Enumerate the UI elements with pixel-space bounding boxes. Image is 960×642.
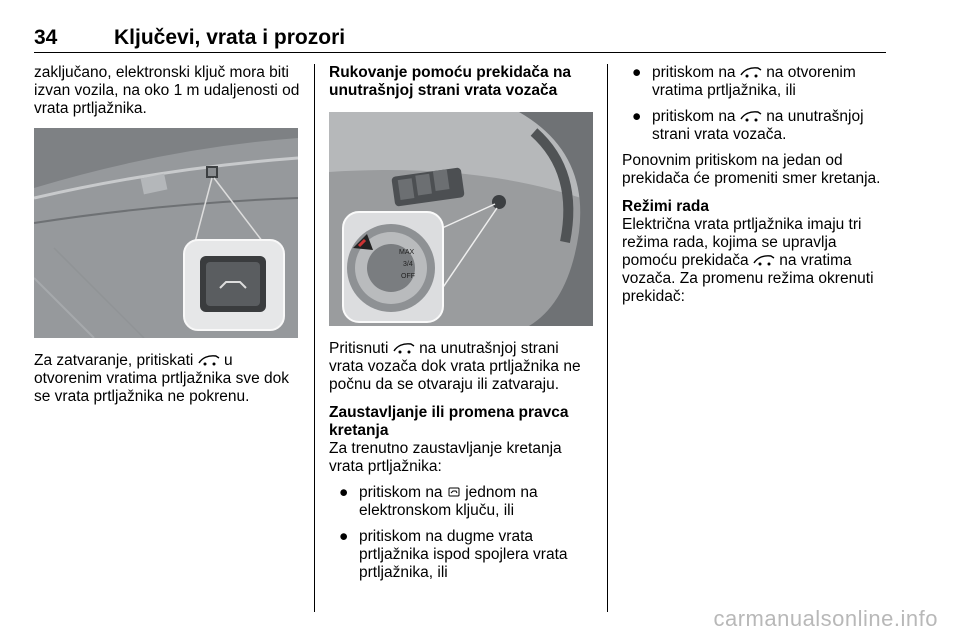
page-number: 34 [34,26,58,49]
closing-text-before: Za zatvaranje, pritiskati [34,352,194,369]
driver-door-switch-illustration [329,112,593,326]
column-divider [314,64,315,612]
bullet-icon: ● [339,484,349,501]
bullet-icon: ● [632,64,642,81]
bullet-icon: ● [339,528,349,545]
bullet-text-after: na otvorenim vratima prtljažnika, ili [652,64,856,99]
bullet-text-before: pritiskom na [652,64,736,81]
press-text-after: na unutrašnjoj strani vrata vozača dok vrata prtljažnika ne počnu da se otvaraju ili zatvaraju. [329,340,581,393]
bullet-text-before: pritiskom na [652,108,736,125]
paragraph-stop-intro: Za trenutno zaustavljanje kretanja vrata prtljažnika: [329,440,562,475]
switch-label-three-quarter: 3/4 [403,261,413,268]
tailgate-open-icon [393,342,415,354]
paragraph-intro: zaključano, elektronski ključ mora biti izvan vozila, na oko 1 m udaljenosti od vrata prtljažnika. [34,64,300,117]
column-middle [329,64,593,590]
paragraph-reverse: Ponovnim pritiskom na jedan od prekidača će promeniti smer kretanja. [622,152,881,187]
list-item [329,528,593,582]
modes-text-before: Električna vrata prtljažnika imaju tri režima rada, kojima se upravlja pomoću prekidača [622,216,862,269]
page-title: Ključevi, vrata i prozori [114,26,346,49]
bullet-text-after: na unutrašnjoj strani vrata vozača. [652,108,864,143]
column-left [34,64,300,414]
tailgate-open-icon [740,110,762,122]
watermark: carmanualsonline.info [713,606,938,631]
press-text-before: Pritisnuti [329,340,389,357]
bullet-icon: ● [632,108,642,125]
section-heading: Rukovanje pomoću prekidača na unutrašnjoj strani vrata vozača [329,64,572,99]
tailgate-open-icon [753,254,775,266]
closing-text-after: u otvorenim vratima prtljažnika sve dok se vrata prtljažnika ne pokrenu. [34,352,289,405]
tailgate-open-icon [740,66,762,78]
modes-text-after: na vratima vozača. Za promenu režima okrenuti prekidač: [622,252,874,305]
paragraph-press-switch [329,340,593,394]
subheading-stop: Zaustavljanje ili promena pravca kretanja [329,404,569,439]
bullet-text-after: jednom na elektronskom ključu, ili [359,484,538,519]
list-item [329,484,593,520]
list-item [622,64,888,100]
switch-label-max: MAX [399,249,415,256]
list-item [622,108,888,144]
column-right [622,64,888,314]
switch-label-off: OFF [401,273,415,280]
subheading-modes: Režimi rada [622,198,710,215]
column-divider [607,64,608,612]
bullet-text-before: pritiskom na [359,484,443,501]
page-header [34,26,886,53]
tailgate-illustration [34,128,298,338]
paragraph-closing [34,352,300,406]
bullet-text: pritiskom na dugme vrata prtljažnika ispod spojlera vrata prtljažnika, ili [359,528,568,581]
tailgate-open-icon [198,354,220,366]
paragraph-modes [622,216,888,306]
key-tailgate-icon [447,486,461,498]
